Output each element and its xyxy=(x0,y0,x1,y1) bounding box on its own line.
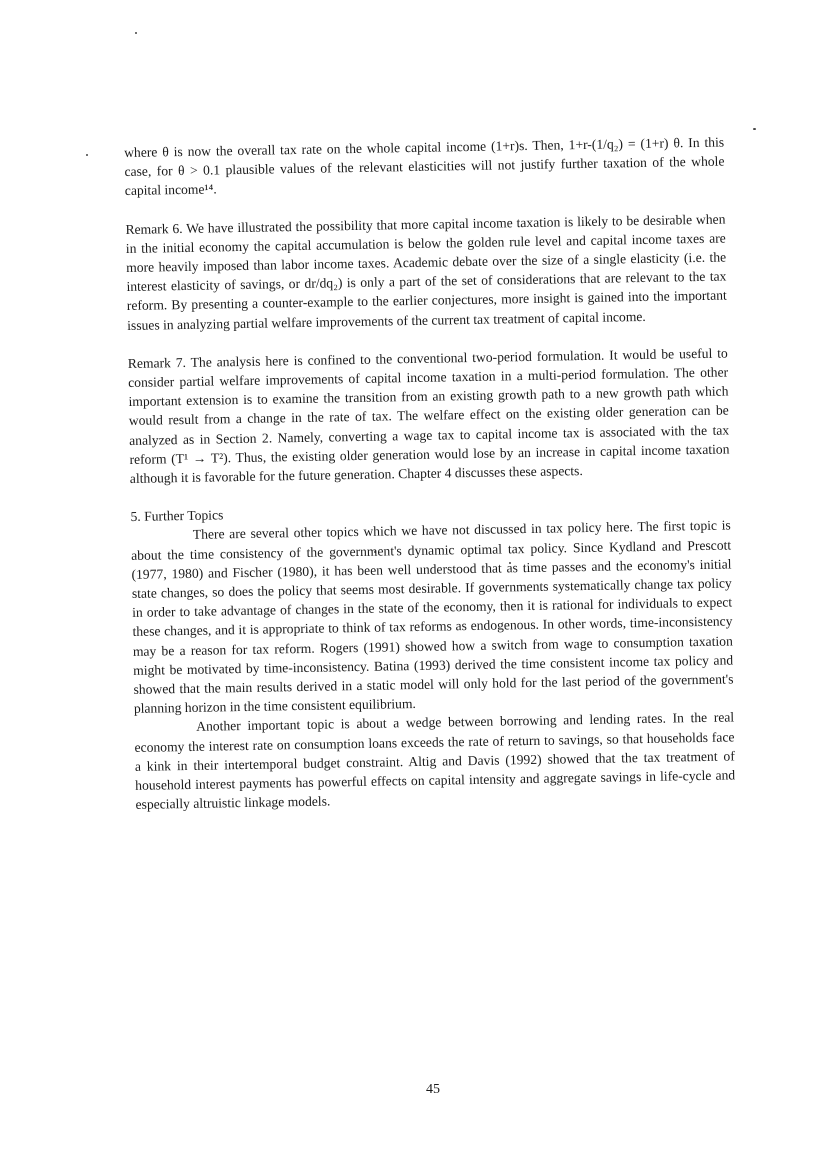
section-heading-further-topics: 5. Further Topics xyxy=(130,507,224,525)
paragraph-remark-7: Remark 7. The analysis here is confined to the conventional two-period formulation. It would be useful to consider partial welfare improvements of capital income taxation in a multi-period formulation. The other important extension is to examine the transition from an existing growth path to a new growth path which would result from a change in the rate of tax. The welfare effect on the existing older generation can be analyzed as in Section 2. Namely, converting a wage tax to capital income tax is associated with the tax reform (T¹ → T²). Thus, the existing older generation would lose by an increase in capital income taxation although it is favorable for the future generation. Chapter 4 discusses these aspects. xyxy=(127,345,730,486)
page-number: 45 xyxy=(426,1082,440,1097)
scan-speck xyxy=(135,32,137,34)
scan-speck xyxy=(753,128,756,130)
document-body xyxy=(124,133,736,815)
paragraph-borrowing-lending: Another important topic is about a wedge between borrowing and lending rates. In the real economy the interest rate on consumption loans exceeds the rate of return to savings, so that households face a kink in their intertemporal budget constraint. Altig and Davis (1992) showed that the tax treatment of household interest payments has powerful effects on capital intensity and aggregate savings in life-cycle and especially altruistic linkage models. xyxy=(134,709,736,813)
paragraph-time-consistency: There are several other topics which we have not discussed in tax policy here. The first topic is about the time consistency of the government's dynamic optimal tax policy. Since Kydland and Prescott (1977, 1980) and Fischer (1980), it has been well understood that as time passes and the economy's initial state changes, so does the policy that seems most desirable. If governments systematically change tax policy in order to take advantage of changes in the state of the economy, then it is rational for individuals to expect these changes, and it is appropriate to think of tax reforms as endogenous. In other words, time-inconsistency may be a reason for tax reform. Rogers (1991) showed how a switch from wage to consumption taxation might be motivated by time-inconsistency. Batina (1993) derived the time consistent income tax policy and showed that the main results derived in a static model will only hold for the last period of the government's planning horizon in the time consistent equilibrium. xyxy=(131,517,734,717)
paragraph-capital-income-rate: where θ is now the overall tax rate on the whole capital income (1+r)s. Then, 1+r-(1/q₂) = (1+r) θ. In this case, for θ > 0.1 plausible values of the relevant elasticities will not justify further taxation of the whole capital income¹⁴. xyxy=(124,134,725,199)
paragraph-remark-6: Remark 6. We have illustrated the possibility that more capital income taxation is likely to be desirable when in the initial economy the capital accumulation is below the golden rule level and capital income taxes are more heavily imposed than labor income taxes. Academic debate over the size of a single elasticity (i.e. the interest elasticity of savings, or dr/dq₂) is only a part of the set of considerations that are relevant to the tax reform. By presenting a counter-example to the earlier conjectures, more insight is gained into the important issues in analyzing partial welfare improvements of the current tax treatment of capital income. xyxy=(125,211,727,333)
scan-speck xyxy=(86,154,88,156)
